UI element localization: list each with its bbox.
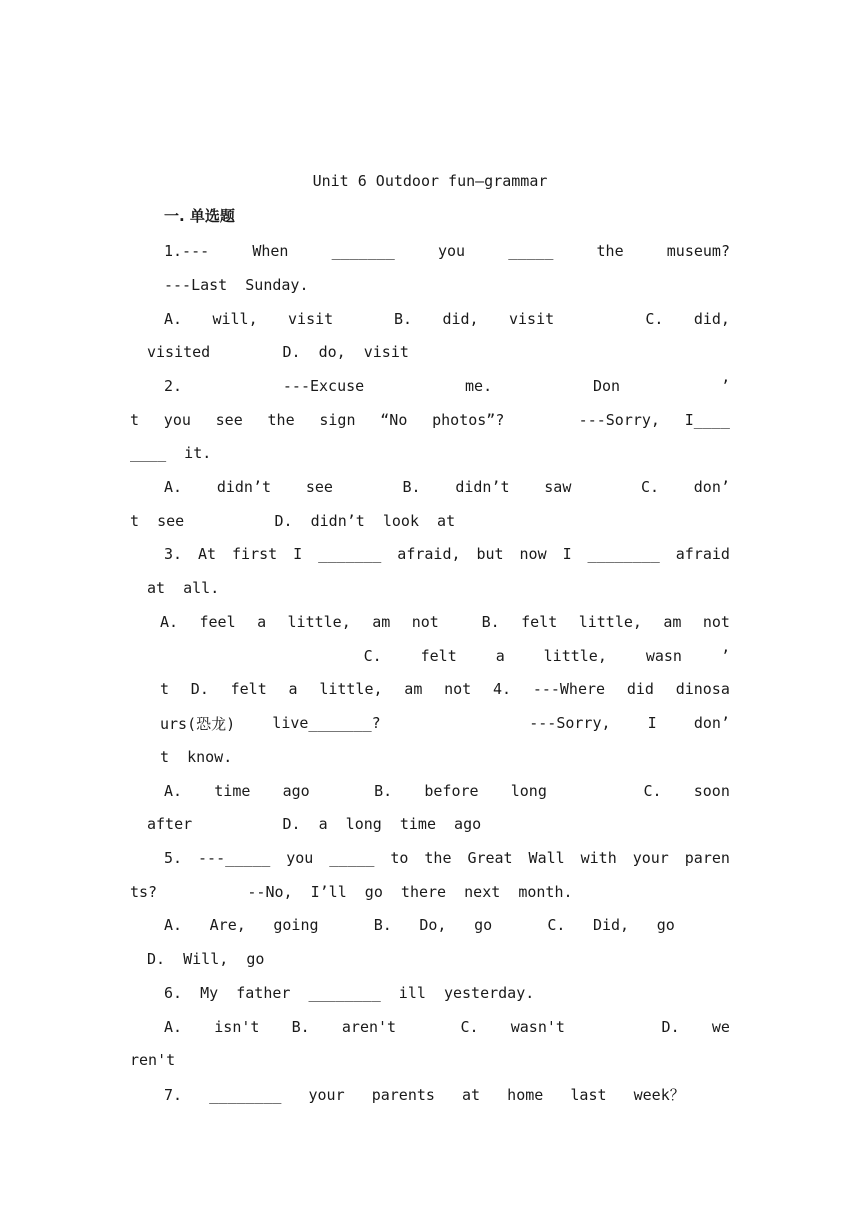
text-word: ago [282,782,310,800]
text-word: soon [693,782,730,800]
text-word: paren [684,849,730,867]
text-word: the [596,242,624,260]
text-word: C. [645,310,664,328]
text-word: D. Will, go [147,950,265,968]
text-word: wasn [645,647,682,665]
text-word: not [411,613,439,631]
text-word: A. [160,613,179,631]
text-word: _____ [508,242,554,260]
text-word: C. [643,782,662,800]
text-word: 6. My father ________ ill yesterday. [164,984,535,1002]
text-word: your [632,849,669,867]
text-word: but [476,545,504,563]
text-word: Wall [528,849,565,867]
text-word: B. [402,478,421,496]
text-word: before [424,782,479,800]
text-line [164,1015,730,1039]
text-word: me. [465,377,493,395]
document-title: Unit 6 Outdoor fun—grammar [312,172,548,190]
text-word: the [424,849,452,867]
text-word: 1.--- [164,242,210,260]
text-line [147,812,730,836]
text-line [164,981,730,1005]
text-word: Great [467,849,513,867]
text-word: you [437,242,466,260]
text-word: _______ [331,242,395,260]
text-word: live_______? [272,714,381,732]
text-line [164,374,730,398]
text-line [164,307,730,331]
text-word: ---Sorry, [578,411,660,429]
text-line [164,1082,730,1106]
text-word: t [160,680,170,698]
text-word: B. [291,1018,310,1036]
text-line [164,542,730,566]
text-word: visit [288,310,334,328]
text-word: didn’t [455,478,510,496]
text-line [130,408,730,432]
text-word: little, [578,613,642,631]
text-word: you [286,849,314,867]
text-word: to [390,849,409,867]
text-word: the [267,411,295,429]
text-word: ---_____ [198,849,271,867]
text-word: C. [547,916,566,934]
text-word: ____ it. [130,444,212,462]
text-word: A. [164,916,183,934]
text-word: did, [442,310,479,328]
text-line [147,340,730,364]
text-word: am [404,680,423,698]
text-line [164,239,730,263]
text-line [130,644,730,668]
text-word: you [163,411,191,429]
text-word: wasn't [510,1018,565,1036]
text-word: after D. a long time ago [147,815,482,833]
text-word: felt [521,613,558,631]
text-word: I [647,714,657,732]
text-line [147,576,730,600]
text-word: isn't [214,1018,260,1036]
text-word: t know. [160,748,233,766]
text-word: At [198,545,217,563]
text-word: 7. ________ your parents at home last week？ [164,1085,685,1104]
text-word: a [257,613,267,631]
text-word: dinosa [675,680,730,698]
text-word: don’ [693,714,730,732]
text-word: photos”? [432,411,505,429]
section-heading: 一. 单选题 [164,207,235,225]
text-word: time [214,782,251,800]
text-word: didn’t [216,478,272,496]
text-word: C. [460,1018,479,1036]
text-word: saw [544,478,572,496]
text-word: I____ [684,411,730,429]
text-word: am [663,613,682,631]
text-word: go [474,916,493,934]
text-word: B. [481,613,500,631]
text-word: B. [374,782,393,800]
text-word: am [372,613,391,631]
text-word: D. [190,680,209,698]
text-word: C. [640,478,659,496]
text-line [164,779,730,803]
text-word: we [711,1018,730,1036]
text-word: did, [693,310,730,328]
text-word: a [495,647,505,665]
text-word: 3. [164,545,183,563]
text-word: 5. [164,849,183,867]
text-word: B. [394,310,413,328]
text-word: not [444,680,472,698]
text-word: When [252,242,289,260]
text-line [160,677,730,701]
text-word: little, [319,680,383,698]
text-word: did [626,680,654,698]
text-word: D. [661,1018,680,1036]
text-word: ---Excuse [282,377,365,395]
text-word: Don [592,377,621,395]
text-word: see [215,411,243,429]
text-word: B. [373,916,392,934]
text-line [147,947,730,971]
text-word: I [293,545,303,563]
text-word: A. [164,478,183,496]
text-word: visited D. do, visit [147,343,409,361]
text-word: A. [164,310,183,328]
text-line [164,475,730,499]
text-word: t see D. didn’t look at [130,512,456,530]
text-word: _____ [329,849,375,867]
text-line [160,745,730,769]
text-word: little, [543,647,607,665]
text-word: afraid, [397,545,461,563]
text-word: museum? [666,242,730,260]
text-line [164,913,730,937]
text-word: 2. [164,377,183,395]
text-word: A. [164,782,183,800]
text-word: will, [212,310,258,328]
text-word: ’ [720,377,730,395]
text-word: ________ [587,545,660,563]
text-word: at all. [147,579,220,597]
text-word: ---Last Sunday. [164,276,309,294]
text-word: A. [164,1018,183,1036]
text-word: see [305,478,333,496]
text-word: Do, [419,916,447,934]
text-word: Are, [209,916,246,934]
text-word: feel [199,613,236,631]
text-line [160,610,730,634]
text-word: sign [319,411,356,429]
text-word: visit [509,310,555,328]
text-word: Did, [592,916,630,934]
text-word: ---Sorry, [529,714,611,732]
text-word: not [702,613,730,631]
text-word: 4. [492,680,512,698]
text-line [130,441,730,465]
text-line [130,880,730,904]
text-line [164,846,730,870]
text-word: ren't [130,1051,176,1069]
text-word: with [580,849,617,867]
text-word: little, [287,613,351,631]
text-word: ts? --No, I’ll go there next month. [130,883,573,901]
text-word: long [510,782,547,800]
text-word: felt [420,647,457,665]
text-word: aren't [341,1018,397,1036]
text-word: first [232,545,278,563]
text-line [130,509,730,533]
text-word: going [273,916,319,934]
text-word: _______ [318,545,382,563]
text-word: urs(恐龙) [160,714,236,733]
text-word: t [130,411,140,429]
text-word: ’ [720,647,730,665]
text-word: C. [363,647,382,665]
text-word: don’ [693,478,730,496]
text-word: now [519,545,547,563]
text-word: felt [230,680,267,698]
text-word: ---Where [532,680,606,698]
text-word: afraid [675,545,730,563]
text-word: go [656,916,675,934]
text-word: “No [380,411,408,429]
text-line [160,711,730,735]
text-word: I [562,545,572,563]
text-line [130,1048,730,1072]
text-word: a [288,680,298,698]
text-line [164,273,730,297]
